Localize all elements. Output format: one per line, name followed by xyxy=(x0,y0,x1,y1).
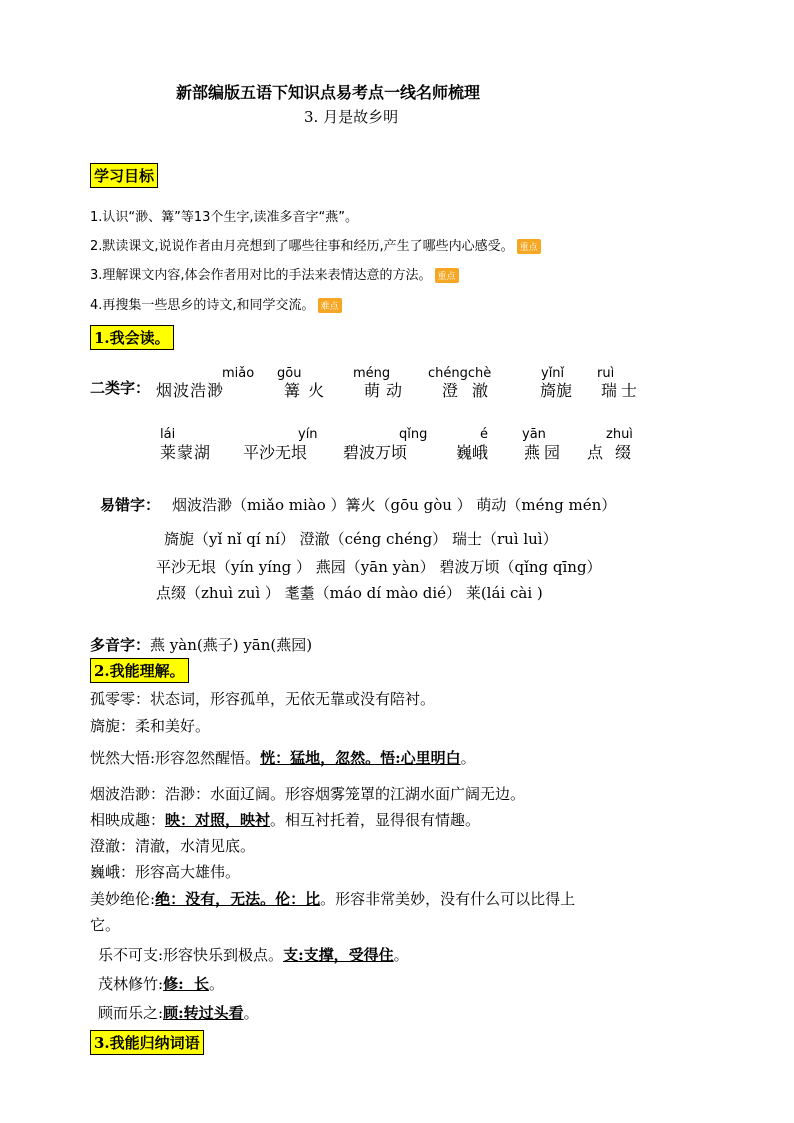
definition: 美妙绝伦:绝：没有，无法。伦：比。形容非常美妙，没有什么可以比得上 xyxy=(90,890,576,908)
definition: 澄澈：清澈，水清见底。 xyxy=(90,837,256,855)
definition: 相映成趣：映：对照，映衬。相互衬托着，显得很有情趣。 xyxy=(90,811,481,829)
pinyin: méng xyxy=(353,366,391,381)
word: 平沙无垠 xyxy=(243,443,308,462)
pinyin: qǐng xyxy=(399,427,428,442)
word: 烟波浩渺 xyxy=(156,381,225,400)
pinyin: yān xyxy=(522,427,546,442)
pinyin: miǎo xyxy=(222,366,255,381)
pinyin: é xyxy=(480,427,488,442)
definition: 茂林修竹:修: 长。 xyxy=(98,975,225,993)
doc-title: 新部编版五语下知识点易考点一线名师梳理 xyxy=(176,83,481,102)
summarize-heading: 3.我能归纳词语 xyxy=(90,1030,204,1055)
pinyin: lái xyxy=(160,427,176,442)
pinyin: zhuì xyxy=(606,427,633,442)
pinyin: yǐnǐ xyxy=(541,366,565,381)
pinyin: ruì xyxy=(597,366,615,381)
definition: 旖旎：柔和美好。 xyxy=(90,717,211,735)
key-point-tag: 重点 xyxy=(517,239,541,254)
difficult-point-tag: 难点 xyxy=(318,298,342,313)
definition: 孤零零：状态词，形容孤单，无依无靠或没有陪衬。 xyxy=(90,690,436,708)
pinyin: yín xyxy=(298,427,318,442)
error-label: 易错字： xyxy=(100,496,161,514)
error-line: 烟波浩渺（miǎo miào ）篝火（gōu gòu ） 萌动（méng mén） xyxy=(172,496,617,514)
error-line: 点缀（zhuì zuì ） 耄耋（máo dí mào dié） 莱(lái cài ) xyxy=(156,584,543,602)
error-line: 旖旎（yǐ nǐ qí ní） 澄澈（céng chéng） 瑞士（ruì luì） xyxy=(164,530,558,548)
goals-heading: 学习目标 xyxy=(90,163,158,188)
key-point-tag: 重点 xyxy=(435,268,459,283)
word: 莱蒙湖 xyxy=(160,443,212,462)
goal-item-4: 4.再搜集一些思乡的诗文,和同学交流。 难点 xyxy=(90,294,342,313)
definition: 烟波浩渺：浩渺：水面辽阔。形容烟雾笼罩的江湖水面广阔无边。 xyxy=(90,785,526,803)
class2-label: 二类字： xyxy=(90,379,151,397)
word: 萌动 xyxy=(364,381,409,400)
pinyin: gōu xyxy=(277,366,302,381)
word: 点缀 xyxy=(587,443,644,462)
word: 瑞士 xyxy=(601,381,642,400)
definition: 顾而乐之:顾:转过头看。 xyxy=(98,1004,259,1022)
definition: 它。 xyxy=(90,916,121,934)
read-heading: 1.我会读。 xyxy=(90,325,174,350)
pinyin: chéngchè xyxy=(428,366,492,381)
polyphonic-line: 多音字：燕 yàn(燕子) yān(燕园) xyxy=(90,636,313,654)
doc-subtitle: 3. 月是故乡明 xyxy=(304,108,399,126)
definition: 巍峨：形容高大雄伟。 xyxy=(90,863,241,881)
word: 旖旎 xyxy=(540,381,573,400)
goal-item-1: 1.认识“渺、篝”等13个生字,读准多音字“燕”。 xyxy=(90,210,359,225)
understand-heading: 2.我能理解。 xyxy=(90,658,189,683)
word: 巍峨 xyxy=(456,443,489,462)
goal-item-3: 3.理解课文内容,体会作者用对比的手法来表情达意的方法。 重点 xyxy=(90,264,459,283)
word: 碧波万顷 xyxy=(343,443,408,462)
word: 篝火 xyxy=(284,381,333,400)
goal-item-2: 2.默读课文,说说作者由月亮想到了哪些往事和经历,产生了哪些内心感受。 重点 xyxy=(90,235,541,254)
word: 燕园 xyxy=(524,443,565,462)
word: 澄澈 xyxy=(442,381,503,400)
error-line: 平沙无垠（yín yíng ） 燕园（yān yàn） 碧波万顷（qǐng qīng） xyxy=(156,558,602,576)
definition: 恍然大悟:形容忽然醒悟。恍：猛地，忽然。悟:心里明白。 xyxy=(90,749,476,767)
definition: 乐不可支:形容快乐到极点。支:支撑，受得住。 xyxy=(98,946,409,964)
